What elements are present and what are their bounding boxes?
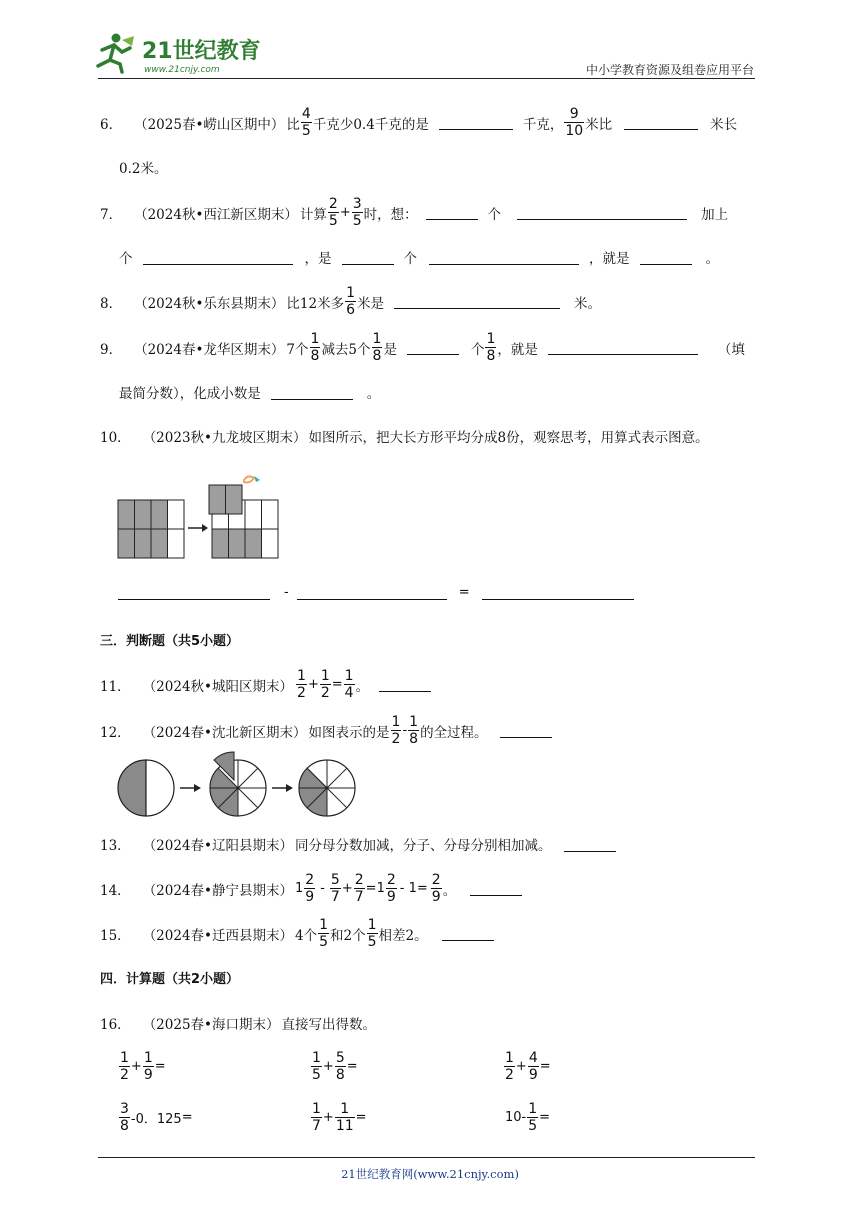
denominator: 2 [391, 731, 401, 747]
text: 计算 [299, 206, 327, 223]
numerator: 1 [528, 1101, 538, 1117]
denominator: 2 [297, 685, 306, 701]
answer-blank[interactable] [342, 250, 394, 265]
numerator: 1 [310, 331, 320, 347]
denominator: 5 [319, 934, 329, 950]
minus-sign: - [320, 881, 325, 896]
numerator: 1 [486, 331, 496, 347]
question-source: （2024春•沈北新区期末） [142, 724, 307, 741]
numerator: 1 [346, 285, 356, 301]
question-number: 6． [100, 116, 123, 133]
right-rectangle [209, 485, 278, 558]
numerator: 2 [328, 196, 338, 212]
question-13 [100, 834, 622, 854]
text: ，就是 [589, 251, 630, 267]
text: 加上 [701, 206, 729, 223]
footer-divider [98, 1157, 755, 1158]
denominator: 9 [431, 889, 441, 905]
question-11 [100, 668, 437, 701]
text: 。 [366, 386, 381, 402]
question-number: 11． [100, 678, 131, 695]
fraction [311, 1050, 322, 1083]
answer-blank[interactable] [407, 340, 459, 355]
question-number: 8． [100, 295, 123, 312]
numerator: 1 [143, 1050, 153, 1066]
question-12 [100, 714, 558, 747]
denominator: 6 [346, 302, 356, 318]
denominator: 9 [386, 889, 396, 905]
numerator: 2 [305, 872, 315, 888]
denominator: 5 [367, 934, 377, 950]
text: - 1= [399, 881, 428, 896]
text: 米。 [574, 295, 602, 312]
rectangle-figure [116, 472, 286, 562]
question-number: 15． [100, 927, 131, 944]
text: 个 [487, 206, 502, 223]
numerator: 1 [297, 668, 306, 684]
answer-blank[interactable] [118, 585, 270, 600]
answer-blank[interactable] [394, 294, 560, 309]
text: 最简分数），化成小数是 [119, 386, 261, 402]
logo-url: www.21cnjy.com [144, 65, 220, 75]
section-title: 三．判断题（共5小题） [100, 634, 240, 649]
text: 时，想： [363, 206, 418, 223]
half-circle [118, 760, 174, 816]
scissors-icon [244, 476, 260, 483]
denominator: 11 [335, 1118, 354, 1134]
numerator: 4 [301, 106, 311, 122]
operator: + [515, 1059, 527, 1074]
text: 个 [470, 341, 485, 358]
fraction [143, 1050, 154, 1083]
text: 米比 [585, 116, 613, 133]
text: ，是 [304, 251, 332, 267]
question-source: （2024春•迁西县期末） [142, 927, 294, 944]
fraction [311, 1101, 322, 1134]
denominator: 8 [310, 348, 320, 364]
operator: + [130, 1059, 142, 1074]
answer-blank[interactable] [271, 385, 353, 400]
text: 米长 [710, 116, 738, 133]
answer-blank[interactable] [143, 250, 293, 265]
plus-sign: + [341, 881, 353, 896]
calc-item [118, 1101, 193, 1134]
operator: -0．125 [130, 1112, 182, 1127]
fraction [330, 872, 341, 905]
question-8 [100, 285, 601, 318]
denominator: 5 [328, 213, 338, 229]
header-divider [98, 78, 755, 79]
text: 千克， [522, 116, 564, 133]
question-source: （2025春•海口期末） [142, 1017, 280, 1033]
text: 减去5个 [321, 341, 371, 358]
fraction [367, 917, 378, 950]
equals-sign: = [331, 677, 343, 692]
numerator: 1 [312, 1050, 321, 1066]
denominator: 2 [505, 1067, 514, 1083]
question-7 [100, 196, 728, 229]
question-9 [100, 331, 745, 364]
calc-item [310, 1050, 358, 1083]
denominator: 2 [120, 1067, 129, 1083]
logo [92, 30, 267, 76]
numerator: 1 [367, 917, 377, 933]
fraction [372, 331, 383, 364]
fraction [485, 331, 496, 364]
question-source: （2024春•辽阳县期末） [142, 838, 294, 854]
numerator: 5 [335, 1050, 345, 1066]
text: 和2个 [330, 927, 366, 944]
fraction [318, 917, 329, 950]
text: 个 [119, 251, 133, 267]
text: 相差2。 [378, 927, 428, 944]
eighths-circle-cut [210, 752, 266, 816]
fraction [354, 872, 365, 905]
question-number: 14． [100, 882, 131, 899]
text: 米是 [357, 295, 385, 312]
denominator: 5 [352, 213, 362, 229]
question-9-cont [119, 382, 380, 402]
question-number: 10． [100, 430, 131, 446]
numerator: 3 [352, 196, 362, 212]
answer-blank[interactable] [439, 115, 513, 130]
answer-blank[interactable] [470, 881, 522, 896]
equals-sign: = [355, 1110, 367, 1125]
runner-icon [98, 34, 134, 73]
fraction [304, 872, 315, 905]
answer-blank[interactable] [429, 250, 579, 265]
denominator: 8 [120, 1118, 129, 1134]
equals-sign: = [181, 1110, 193, 1125]
fraction [386, 872, 397, 905]
whole-number: 1 [376, 881, 385, 896]
numerator: 5 [330, 872, 340, 888]
text: 。 [355, 678, 370, 695]
denominator: 5 [301, 123, 311, 139]
fraction [564, 106, 584, 139]
numerator: 1 [391, 714, 401, 730]
numerator: 2 [386, 872, 396, 888]
fraction [335, 1050, 346, 1083]
answer-blank[interactable] [624, 115, 698, 130]
denominator: 9 [143, 1067, 153, 1083]
denominator: 4 [344, 685, 354, 701]
fraction [310, 331, 321, 364]
footer-text[interactable]: 21世纪教育网(www.21cnjy.com) [341, 1167, 519, 1181]
denominator: 8 [409, 731, 419, 747]
numerator: 1 [319, 917, 329, 933]
text: 7个 [286, 341, 309, 358]
numerator: 1 [344, 668, 354, 684]
fraction [301, 106, 312, 139]
denominator: 9 [305, 889, 315, 905]
question-6 [100, 106, 737, 139]
denominator: 8 [486, 348, 496, 364]
fraction [345, 285, 356, 318]
arrow-icon [188, 524, 208, 532]
numerator: 4 [528, 1050, 538, 1066]
question-number: 16． [100, 1017, 131, 1033]
minus-sign: - [402, 723, 408, 738]
equals-sign: = [458, 585, 470, 600]
text: ，就是 [497, 341, 538, 358]
denominator: 7 [330, 889, 340, 905]
text: 个 [403, 251, 417, 267]
arrow-icon [180, 784, 201, 792]
calc-item [118, 1050, 166, 1083]
platform-name: 中小学教育资源及组卷应用平台 [585, 63, 754, 77]
answer-blank[interactable] [379, 677, 431, 692]
fraction [344, 668, 355, 701]
arrow-icon [272, 784, 293, 792]
whole-number: 10- [505, 1110, 527, 1125]
equals-sign: = [154, 1059, 166, 1074]
section-title: 四．计算题（共2小题） [100, 972, 240, 987]
text: 4个 [295, 927, 318, 944]
question-source: （2024秋•乐东县期末） [134, 295, 285, 312]
fraction [391, 714, 402, 747]
question-number: 9． [100, 341, 123, 358]
circle-figure [116, 750, 361, 820]
question-10 [100, 426, 709, 446]
text: 比12米多 [286, 295, 345, 312]
fraction [504, 1050, 515, 1083]
text: 0.2米。 [119, 161, 168, 177]
fraction [335, 1101, 355, 1134]
question-16 [100, 1013, 376, 1033]
numerator: 1 [409, 714, 419, 730]
question-source: （2024秋•城阳区期末） [142, 678, 294, 695]
fraction [296, 668, 307, 701]
question-14 [100, 872, 528, 905]
operator: + [322, 1059, 334, 1074]
text: 。 [705, 251, 719, 267]
denominator: 8 [372, 348, 382, 364]
minus-sign: - [284, 585, 289, 600]
question-7-cont [119, 247, 719, 267]
question-number: 12． [100, 724, 131, 741]
fraction [352, 196, 363, 229]
answer-blank[interactable] [564, 837, 616, 852]
answer-blank[interactable] [482, 585, 634, 600]
text: 直接写出得数。 [281, 1017, 377, 1033]
text: 是 [383, 341, 397, 358]
numerator: 9 [569, 106, 579, 122]
text: 比 [286, 116, 300, 133]
numerator: 1 [340, 1101, 350, 1117]
answer-blank[interactable] [426, 205, 478, 220]
left-rectangle [118, 500, 184, 558]
question-10-answer [118, 585, 634, 600]
equals-sign: = [539, 1059, 551, 1074]
plus-sign: + [339, 205, 351, 220]
fraction [119, 1050, 130, 1083]
equals-sign: = [346, 1059, 358, 1074]
plus-sign: + [307, 677, 319, 692]
text: 。 [442, 882, 457, 899]
fraction [431, 872, 442, 905]
answer-blank[interactable] [548, 340, 698, 355]
numerator: 1 [120, 1050, 129, 1066]
numerator: 2 [431, 872, 441, 888]
equals-sign: = [539, 1110, 551, 1125]
text: 如图表示的是 [308, 724, 390, 741]
denominator: 2 [320, 685, 330, 701]
question-source: （2024秋•西江新区期末） [134, 206, 298, 223]
operator: + [322, 1110, 334, 1125]
denominator: 8 [335, 1067, 345, 1083]
question-6-cont [119, 157, 167, 177]
answer-blank[interactable] [442, 926, 494, 941]
eighths-circle-result [299, 760, 355, 816]
text: 的全过程。 [420, 724, 488, 741]
answer-blank[interactable] [517, 205, 687, 220]
question-15 [100, 917, 500, 950]
numerator: 3 [120, 1101, 129, 1117]
question-source: （2024春•龙华区期末） [134, 341, 285, 358]
question-number: 7． [100, 206, 123, 223]
question-source: （2024春•静宁县期末） [142, 882, 294, 899]
logo-text: 21世纪教育 [142, 39, 261, 64]
numerator: 1 [372, 331, 382, 347]
denominator: 7 [312, 1118, 321, 1134]
denominator: 5 [312, 1067, 321, 1083]
text: （填 [717, 341, 745, 358]
answer-blank[interactable] [297, 585, 447, 600]
denominator: 7 [354, 889, 364, 905]
numerator: 1 [320, 668, 330, 684]
calc-item [505, 1101, 550, 1134]
fraction [408, 714, 419, 747]
equals-sign: = [365, 881, 377, 896]
text: 千克少0.4千克的是 [312, 116, 429, 133]
page-header [0, 0, 860, 80]
fraction [119, 1101, 130, 1134]
fraction [528, 1050, 539, 1083]
denominator: 9 [528, 1067, 538, 1083]
denominator: 10 [565, 123, 584, 139]
fraction [527, 1101, 538, 1134]
fraction [320, 668, 331, 701]
answer-blank[interactable] [640, 250, 692, 265]
numerator: 1 [312, 1101, 321, 1117]
calc-item [503, 1050, 551, 1083]
denominator: 5 [528, 1118, 538, 1134]
text: 同分母分数加减，分子、分母分别相加减。 [295, 838, 552, 854]
question-source: （2023秋•九龙坡区期末） [142, 430, 307, 446]
numerator: 2 [354, 872, 364, 888]
answer-blank[interactable] [500, 723, 552, 738]
numerator: 1 [505, 1050, 514, 1066]
question-number: 13． [100, 838, 131, 854]
fraction [328, 196, 339, 229]
calc-item [310, 1101, 367, 1134]
text: 如图所示，把大长方形平均分成8份，观察思考，用算式表示图意。 [308, 430, 709, 446]
question-source: （2025春•崂山区期中） [134, 116, 285, 133]
whole-number: 1 [295, 881, 304, 896]
